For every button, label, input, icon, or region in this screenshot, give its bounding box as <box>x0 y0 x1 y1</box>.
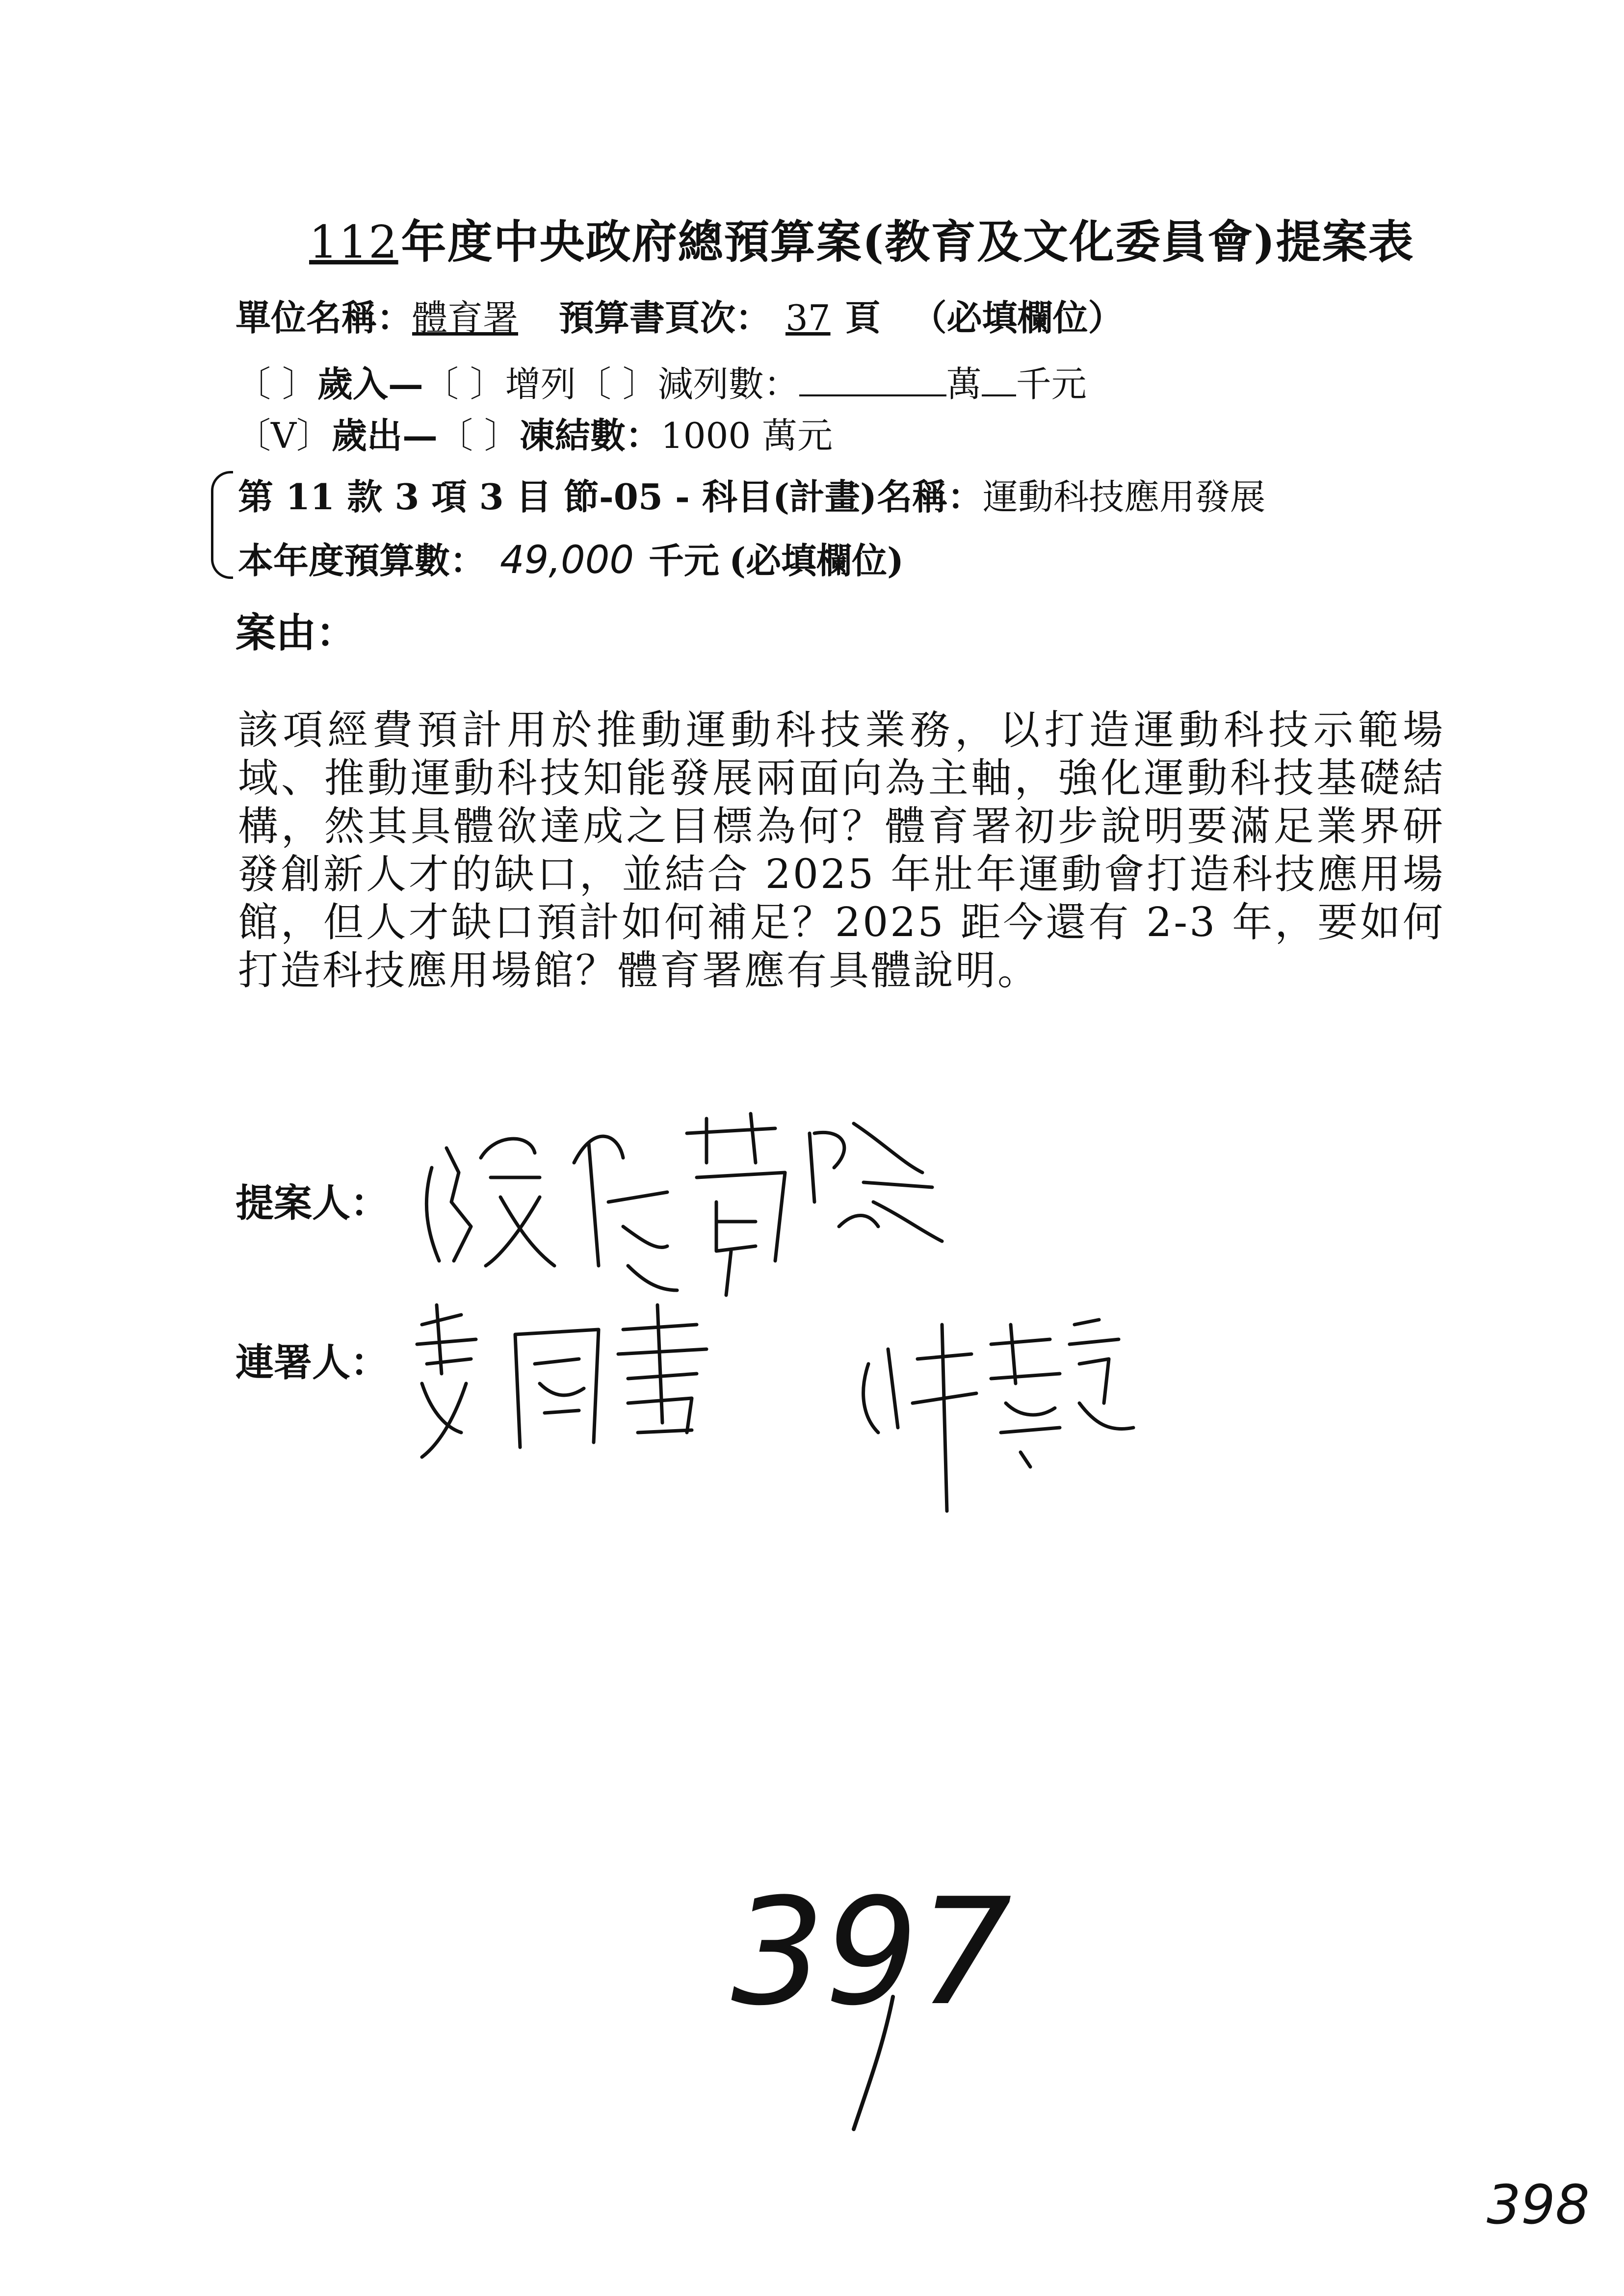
page-label: 預算書頁次： <box>558 297 771 339</box>
subject-name: 運動科技應用發展 <box>983 476 1266 518</box>
add-checkbox: 〔 〕 <box>423 364 505 405</box>
expense-label: 歲出— <box>332 415 438 456</box>
add-label: 增列 <box>505 364 576 405</box>
cosigner-signature-2 <box>844 1305 1148 1521</box>
expense-line <box>236 407 833 458</box>
budget-unit: 千元 <box>648 540 719 581</box>
unit-label: 單位名稱： <box>236 297 413 339</box>
income-line <box>236 356 1087 407</box>
qian-amount-blank <box>982 365 1016 396</box>
freeze-amount: 1000 萬元 <box>660 415 833 456</box>
qianyuan-unit: 千元 <box>1016 364 1087 405</box>
reduce-amount-blank <box>799 365 946 396</box>
budget-label: 本年度預算數： <box>238 540 486 581</box>
reason-label: 案由： <box>236 609 357 656</box>
title-text: 年度中央政府總預算案(教育及文化委員會)提案表 <box>401 215 1414 268</box>
required-note: （必填欄位） <box>911 297 1124 339</box>
page-number-corner: 398 <box>1487 2173 1590 2236</box>
page-value: 37 <box>785 297 831 339</box>
cosigner-signature-1 <box>393 1285 746 1472</box>
subject-code: 第 11 款 3 項 3 目 節-05 - 科目(計畫)名稱： <box>238 476 983 518</box>
wan-unit: 萬 <box>946 364 982 405</box>
cosigner-label: 連署人： <box>236 1340 389 1385</box>
income-label: 歲入— <box>317 363 423 405</box>
budget-amount: 49,000 <box>500 538 634 582</box>
form-title <box>309 206 1414 271</box>
freeze-checkbox: 〔 〕 <box>438 415 520 456</box>
reduce-checkbox: 〔 〕 <box>576 364 658 405</box>
subject-bracket <box>211 471 233 579</box>
unit-value: 體育署 <box>412 297 519 339</box>
proposer-signature <box>412 1104 976 1315</box>
expense-checkbox: 〔V〕 <box>236 415 332 456</box>
budget-line <box>238 532 904 583</box>
reduce-label: 減列數： <box>657 364 799 405</box>
subject-line <box>238 469 1265 520</box>
income-checkbox: 〔 〕 <box>236 364 317 405</box>
page-number-center: 397 <box>731 1867 1012 2038</box>
title-year: 112 <box>309 216 398 268</box>
reason-text: 該項經費預計用於推動運動科技業務，以打造運動科技示範場域、推動運動科技知能發展兩面向為主軸，強化運動科技基礎結構，然其具體欲達成之目標為何？體育署初步說明要滿足業界研發創新人才的缺口，並結合 2025 年壯年運動會打造科技應用場館，但人才缺口預計如何補足？2025 距今還有 2-3 年，要如何打造科技應用場館？體育署應有具體說明。 <box>238 707 1445 994</box>
freeze-label: 凍結數： <box>519 415 661 456</box>
unit-line <box>236 289 1123 340</box>
proposer-label: 提案人： <box>236 1181 389 1226</box>
page-unit: 頁 <box>845 297 881 339</box>
budget-required: (必填欄位) <box>729 540 904 581</box>
page-number-stroke <box>834 1987 932 2134</box>
